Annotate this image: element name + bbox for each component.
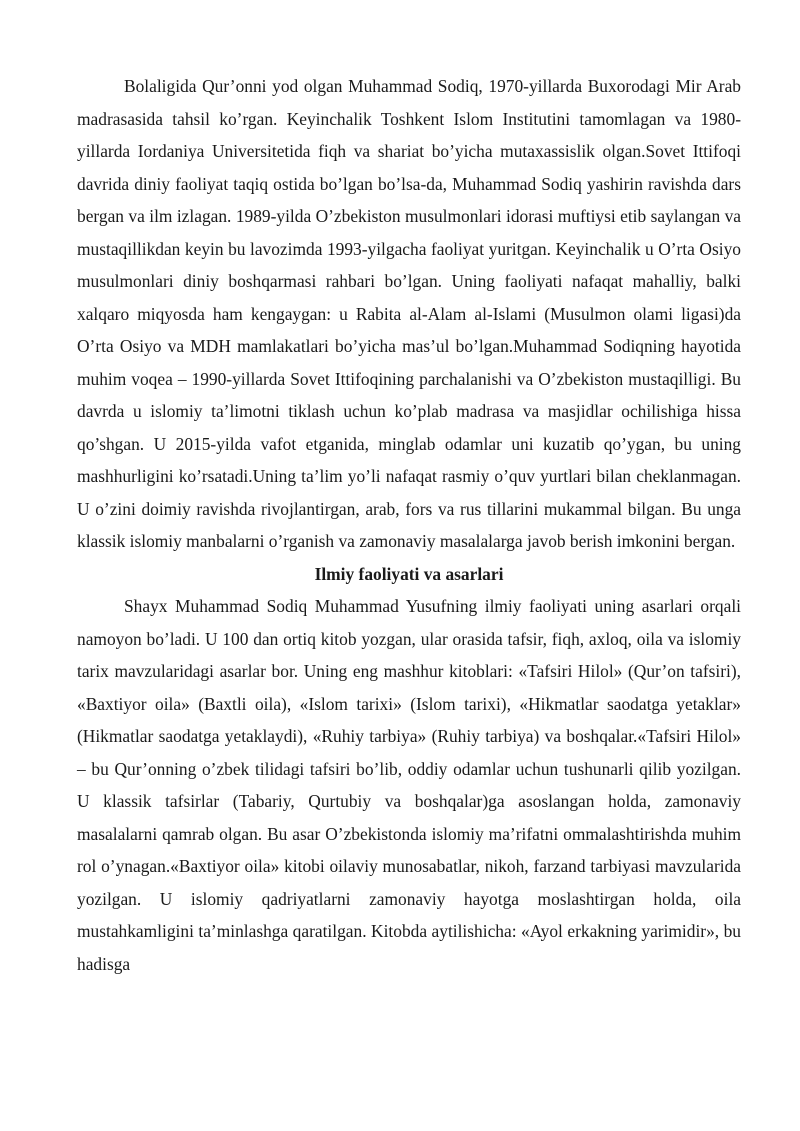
paragraph-works: Shayx Muhammad Sodiq Muhammad Yusufning ilmiy faoliyati uning asarlari orqali namoyon bo’ladi. U 100 dan ortiq kitob yozgan, ular orasida tafsir, fiqh, axloq, oila va islomiy tarix mavzularidagi asarlar bor. Uning eng mashhur kitoblari: «Tafsiri Hilol» (Qur’on tafsiri), «Baxtiyor oila» (Baxtli oila), «Islom tarixi» (Islom tarixi), «Hikmatlar saodatga yetaklar» (Hikmatlar saodatga yetaklaydi), «Ruhiy tarbiya» (Ruhiy tarbiya) va boshqalar.«Tafsiri Hilol» – bu Qur’onning o’zbek tilidagi tafsiri bo’lib, oddiy odamlar uchun tushunarli qilib yozilgan. U klassik tafsirlar (Tabariy, Qurtubiy va boshqalar)ga asoslangan holda, zamonaviy masalalarni qamrab olgan. Bu asar O’zbekistonda islomiy ma’rifatni ommalashtirishda muhim rol o’ynagan.«Baxtiyor oila» kitobi oilaviy munosabatlar, nikoh, farzand tarbiyasi mavzularida yozilgan. U islomiy qadriyatlarni zamonaviy hayotga moslashtirgan holda, oila mustahkamligini ta’minlashga qaratilgan. Kitobda aytilishicha: «Ayol erkakning yarimidir», bu hadisga	[77, 596, 741, 974]
document-page	[77, 70, 741, 980]
section-heading: Ilmiy faoliyati va asarlari	[314, 563, 504, 584]
paragraph-biography: Bolaligida Qur’onni yod olgan Muhammad Sodiq, 1970-yillarda Buxorodagi Mir Arab madrasasida tahsil ko’rgan. Keyinchalik Toshkent Islom Institutini tamomlagan va 1980-yillarda Iordaniya Universitetida fiqh va shariat bo’yicha mutaxassislik olgan.Sovet Ittifoqi davrida diniy faoliyat taqiq ostida bo’lgan bo’lsa-da, Muhammad Sodiq yashirin ravishda dars bergan va ilm izlagan. 1989-yilda O’zbekiston musulmonlari idorasi muftiysi etib saylangan va mustaqillikdan keyin bu lavozimda 1993-yilgacha faoliyat yuritgan. Keyinchalik u O’rta Osiyo musulmonlari diniy boshqarmasi rahbari bo’lgan. Uning faoliyati nafaqat mahalliy, balki xalqaro miqyosda ham kengaygan: u Rabita al-Alam al-Islami (Musulmon olami ligasi)da O’rta Osiyo va MDH mamlakatlari bo’yicha mas’ul bo’lgan.Muhammad Sodiqning hayotida muhim voqea – 1990-yillarda Sovet Ittifoqining parchalanishi va O’zbekiston mustaqilligi. Bu davrda u islomiy ta’limotni tiklash uchun ko’plab madrasa va masjidlar ochilishiga hissa qo’shgan. U 2015-yilda vafot etganida, minglab odamlar uni kuzatib qo’ygan, bu uning mashhurligini ko’rsatadi.Uning ta’lim yo’li nafaqat rasmiy o’quv yurtlari bilan cheklanmagan. U o’zini doimiy ravishda rivojlantirgan, arab, fors va rus tillarini mukammal bilgan. Bu unga klassik islomiy manbalarni o’rganish va zamonaviy masalalarga javob berish imkonini bergan.	[77, 76, 741, 551]
